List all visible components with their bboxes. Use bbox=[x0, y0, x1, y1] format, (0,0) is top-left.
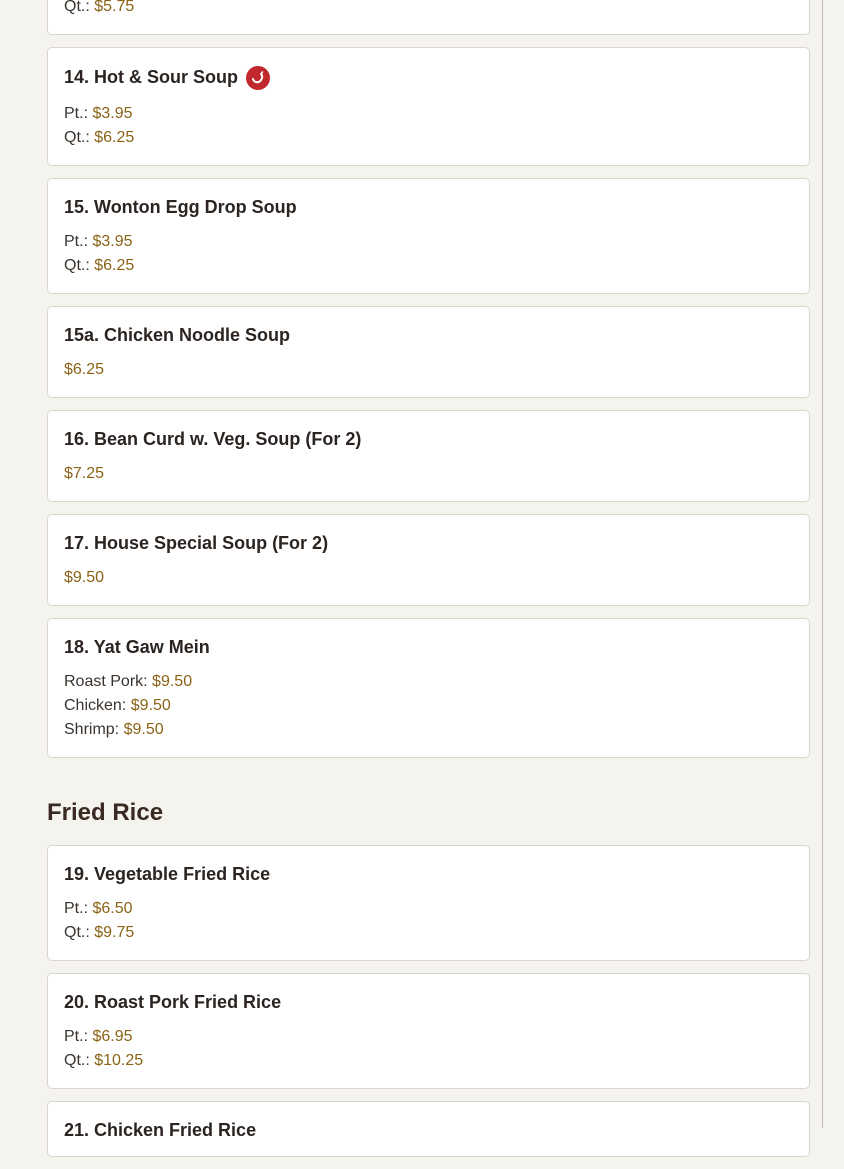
price-list bbox=[64, 358, 793, 382]
price-list bbox=[64, 670, 793, 742]
price-list bbox=[64, 897, 793, 945]
price-label: Qt.: bbox=[64, 924, 90, 941]
price-line bbox=[64, 358, 793, 382]
price-line bbox=[64, 254, 793, 278]
item-title-row bbox=[64, 532, 793, 554]
price-value: $5.75 bbox=[94, 0, 135, 15]
price-value: $6.25 bbox=[94, 129, 135, 146]
item-title: 14. Hot & Sour Soup bbox=[64, 67, 239, 87]
price-value: $6.25 bbox=[94, 257, 135, 274]
menu-item-card[interactable] bbox=[47, 514, 810, 606]
price-line bbox=[64, 694, 793, 718]
price-value: $9.50 bbox=[123, 721, 164, 738]
price-label: Qt.: bbox=[64, 0, 90, 15]
price-list bbox=[64, 566, 793, 590]
price-label: Pt.: bbox=[64, 900, 89, 917]
price-value: $9.50 bbox=[152, 673, 193, 690]
item-title: 19. Vegetable Fried Rice bbox=[64, 864, 271, 884]
price-label: Pt.: bbox=[64, 233, 89, 250]
item-title-row bbox=[64, 636, 793, 658]
item-title-row bbox=[64, 1119, 793, 1141]
section-heading-fried-rice: Fried Rice bbox=[47, 799, 164, 826]
item-title-row bbox=[64, 991, 793, 1013]
price-label: Qt.: bbox=[64, 129, 90, 146]
price-line bbox=[64, 566, 793, 590]
item-title-row bbox=[64, 196, 793, 218]
price-value: $7.25 bbox=[64, 465, 105, 482]
price-label: Roast Pork: bbox=[64, 673, 148, 690]
price-label: Qt.: bbox=[64, 257, 90, 274]
item-title-row bbox=[64, 863, 793, 885]
price-value: $6.95 bbox=[92, 1028, 133, 1045]
price-line bbox=[64, 1049, 793, 1073]
price-line bbox=[64, 102, 793, 126]
price-value: $9.50 bbox=[130, 697, 171, 714]
menu-item-card[interactable] bbox=[47, 973, 810, 1089]
scrollbar-track[interactable] bbox=[822, 0, 823, 1128]
price-label: Pt.: bbox=[64, 105, 89, 122]
price-value: $9.50 bbox=[64, 569, 105, 586]
price-line bbox=[64, 0, 793, 19]
item-title-row bbox=[64, 428, 793, 450]
price-list bbox=[64, 230, 793, 278]
item-title: 15a. Chicken Noodle Soup bbox=[64, 325, 291, 345]
price-label: Chicken: bbox=[64, 697, 127, 714]
price-value: $6.50 bbox=[92, 900, 133, 917]
item-title: 20. Roast Pork Fried Rice bbox=[64, 992, 282, 1012]
menu-item-card[interactable] bbox=[47, 306, 810, 398]
price-line bbox=[64, 897, 793, 921]
price-value: $9.75 bbox=[94, 924, 135, 941]
menu-item-card[interactable] bbox=[47, 1101, 810, 1157]
menu-item-card[interactable] bbox=[47, 618, 810, 758]
price-value: $6.25 bbox=[64, 361, 105, 378]
price-line bbox=[64, 462, 793, 486]
item-title: 16. Bean Curd w. Veg. Soup (For 2) bbox=[64, 429, 362, 449]
price-line bbox=[64, 126, 793, 150]
menu-item-card[interactable] bbox=[47, 845, 810, 961]
item-title-row bbox=[64, 65, 793, 89]
item-title-row bbox=[64, 324, 793, 346]
price-line bbox=[64, 230, 793, 254]
menu-item-card[interactable] bbox=[47, 410, 810, 502]
menu-item-card-partial[interactable] bbox=[47, 0, 810, 35]
price-line bbox=[64, 921, 793, 945]
item-title: 15. Wonton Egg Drop Soup bbox=[64, 197, 297, 217]
item-title: 17. House Special Soup (For 2) bbox=[64, 533, 329, 553]
price-label: Pt.: bbox=[64, 1028, 89, 1045]
price-list bbox=[64, 102, 793, 150]
price-line bbox=[64, 670, 793, 694]
price-line bbox=[64, 1025, 793, 1049]
price-value: $3.95 bbox=[92, 233, 133, 250]
price-list bbox=[64, 0, 793, 19]
spicy-pepper-icon bbox=[246, 66, 270, 90]
price-line bbox=[64, 718, 793, 742]
price-value: $10.25 bbox=[94, 1052, 144, 1069]
price-list bbox=[64, 1025, 793, 1073]
price-list bbox=[64, 462, 793, 486]
item-title: 18. Yat Gaw Mein bbox=[64, 637, 210, 657]
menu-item-card[interactable] bbox=[47, 47, 810, 166]
price-label: Qt.: bbox=[64, 1052, 90, 1069]
price-value: $3.95 bbox=[92, 105, 133, 122]
menu-item-card[interactable] bbox=[47, 178, 810, 294]
item-title: 21. Chicken Fried Rice bbox=[64, 1120, 257, 1140]
price-label: Shrimp: bbox=[64, 721, 120, 738]
